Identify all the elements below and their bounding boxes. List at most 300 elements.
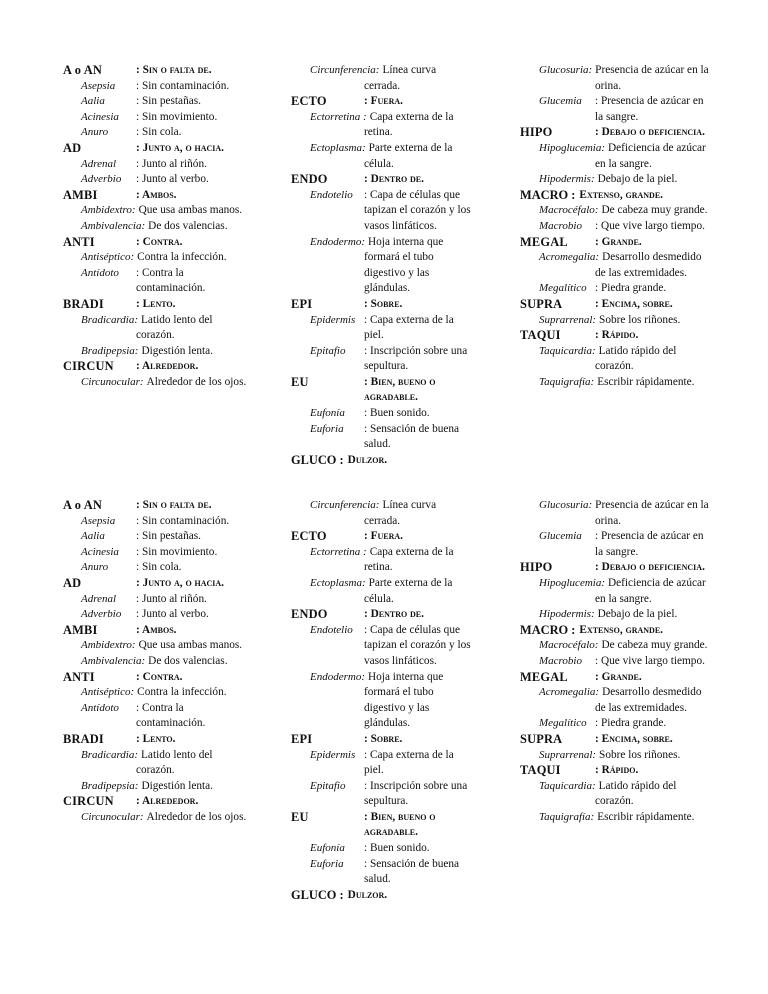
example-entry [291,422,471,453]
example-entry [520,638,710,654]
entry-definition: : Dentro de. [364,608,424,621]
entry-definition: : Lento. [136,297,176,310]
entry-definition: Latido rápido del corazón. [595,779,677,808]
example-entry [291,857,471,888]
example-entry [520,607,710,623]
entry-definition: : Encima, sobre. [595,297,673,310]
example-entry [291,344,471,375]
example-entry [520,748,710,764]
entry-term: Bradipepsia: [81,344,139,357]
entry-definition: : Sobre. [364,732,403,745]
root-entry [520,188,710,204]
example-entry [291,779,471,810]
glossary-column-2-copy [291,498,471,903]
entry-term: GLUCO : [291,452,344,467]
entry-definition: : Grande. [595,235,642,248]
entry-definition: : Piedra grande. [595,717,667,730]
entry-definition: : Presencia de azúcar en la sangre. [595,530,704,558]
entry-term: Epitafio [310,344,346,357]
example-entry [520,779,710,810]
entry-term: Adverbio [81,608,122,621]
entry-term: Ectorretina : [310,110,367,123]
entry-term: Ambidextro: [81,639,136,652]
example-entry [63,375,251,391]
entry-definition: : Capa de células que tapizan el corazón y los vasos linfáticos. [364,623,471,667]
entry-term: Hipoglucemia: [539,141,605,154]
entry-definition: : Sin cola. [136,126,182,139]
example-entry [63,685,251,701]
entry-definition: : Inscripción sobre una sepultura. [364,344,468,373]
example-entry [520,344,710,375]
entry-definition: : Junto a, o hacia. [136,141,224,154]
entry-definition: Escribir rápidamente. [597,375,695,388]
entry-definition: : Ambos. [136,188,177,201]
entry-term: Taquicardia: [539,779,596,792]
root-entry [520,297,710,313]
entry-term: MACRO : [520,622,576,637]
example-entry [520,529,710,560]
root-entry [291,375,471,406]
entry-definition: Que usa ambas manos. [138,204,243,217]
root-entry [291,172,471,188]
example-entry [291,235,471,297]
entry-term: Antídoto [81,266,119,279]
example-entry [63,219,251,235]
entry-term: Circunocular: [81,810,144,823]
entry-definition: : Capa externa de la piel. [364,313,454,342]
entry-term: Taquicardia: [539,344,596,357]
entry-term: Adrenal [81,592,117,605]
example-entry [63,514,251,530]
entry-definition: Latido rápido del corazón. [595,344,677,373]
entry-definition: : Contra. [136,670,183,683]
entry-definition: : Piedra grande. [595,282,667,295]
example-entry [63,344,251,360]
root-entry [63,670,251,686]
entry-term: SUPRA [520,731,563,746]
root-entry [520,125,710,141]
entry-term: Antiséptico: [81,686,135,699]
example-entry [63,250,251,266]
entry-term: BRADI [63,296,104,311]
entry-definition: Latido lento del corazón. [136,313,213,342]
entry-definition: : Sensación de buena salud. [364,857,460,886]
entry-definition: Presencia de azúcar en la orina. [595,64,709,92]
entry-term: Epidermis [310,313,356,326]
entry-term: Euforia [310,857,344,870]
entry-term: Endotelio [310,188,353,201]
entry-term: ECTO [291,94,327,109]
entry-term: AMBI [63,187,98,202]
entry-term: Ectoplasma: [310,141,366,154]
root-entry [63,235,251,251]
entry-definition: : Capa externa de la piel. [364,748,454,777]
entry-term: ENDO [291,607,328,622]
entry-term: Euforia [310,422,344,435]
entry-term: Suprarrenal: [539,748,597,761]
entry-definition: : Contra la contaminación. [136,701,206,730]
example-entry [63,654,251,670]
entry-definition: Alrededor de los ojos. [146,810,247,823]
example-entry [520,250,710,281]
entry-definition: Dulzor. [347,888,388,901]
entry-definition: : Sin o falta de. [136,64,212,76]
entry-term: Acinesia [81,545,119,558]
entry-term: Circunferencia: [310,64,380,76]
entry-term: Glucosuria: [539,499,593,511]
entry-term: Megalítico [539,282,587,295]
example-entry [520,313,710,329]
root-entry [63,188,251,204]
example-entry [291,841,471,857]
entry-term: Glucosuria: [539,64,593,76]
entry-definition: : Sin o falta de. [136,499,212,511]
example-entry [520,63,710,94]
root-entry [291,810,471,841]
example-entry [520,281,710,297]
example-entry [63,748,251,779]
entry-term: EU [291,809,309,824]
entry-definition: Deficiencia de azúcar en la sangre. [595,576,706,605]
root-entry [63,63,251,79]
entry-term: MACRO : [520,187,576,202]
entry-term: Epitafio [310,779,346,792]
entry-term: Eufonía [310,407,345,420]
entry-term: Epidermis [310,748,356,761]
example-entry [63,110,251,126]
entry-definition: : Contra. [136,235,183,248]
entry-definition: : Sin pestañas. [136,95,201,108]
entry-definition: Línea curva cerrada. [364,499,437,527]
root-entry [520,623,710,639]
entry-term: Asepsia [81,79,116,92]
entry-definition: Sobre los riñones. [599,313,681,326]
entry-term: Aalia [81,530,105,543]
root-entry [63,359,251,375]
entry-term: TAQUI [520,328,561,343]
entry-definition: : Encima, sobre. [595,732,673,745]
entry-term: Taquigrafía: [539,375,595,388]
entry-term: Macrobio [539,219,582,232]
entry-definition: : Alrededor. [136,360,199,373]
entry-term: ANTI [63,669,95,684]
root-entry [291,529,471,545]
example-entry [291,670,471,732]
entry-definition: Debajo de la piel. [597,173,678,186]
example-entry [520,498,710,529]
entry-term: Hipodermis: [539,608,595,621]
entry-term: Acromegalia: [539,686,600,699]
entry-term: Ambivalencia: [81,654,146,667]
example-entry [520,141,710,172]
entry-definition: Capa externa de la retina. [364,110,454,139]
entry-term: Circunocular: [81,375,144,388]
example-entry [291,188,471,235]
entry-definition: : Fuera. [364,530,403,543]
example-entry [63,266,251,297]
entry-term: EPI [291,731,313,746]
entry-term: A o AN [63,63,103,77]
example-entry [520,375,710,391]
root-entry [291,453,471,469]
entry-term: ANTI [63,234,95,249]
example-entry [291,623,471,670]
entry-definition: Hoja interna que formará el tubo digestivo y las glándulas. [364,670,444,730]
entry-definition: De cabeza muy grande. [601,204,708,217]
entry-definition: : Debajo o deficiencia. [595,561,705,574]
entry-term: Antídoto [81,701,119,714]
entry-term: Ambivalencia: [81,219,146,232]
entry-term: CIRCUN [63,359,114,374]
entry-definition: : Contra la contaminación. [136,266,206,295]
entry-definition: : Sin pestañas. [136,530,201,543]
example-entry [291,406,471,422]
example-entry [63,79,251,95]
entry-definition: : Bien, bueno o agradable. [364,810,436,839]
entry-term: BRADI [63,731,104,746]
example-entry [63,94,251,110]
entry-definition: Que usa ambas manos. [138,639,243,652]
entry-term: Anuro [81,561,109,574]
entry-definition: Capa externa de la retina. [364,545,454,574]
entry-term: Ambidextro: [81,204,136,217]
example-entry [520,685,710,716]
root-entry [291,297,471,313]
example-entry [291,748,471,779]
example-entry [291,110,471,141]
entry-term: Asepsia [81,514,116,527]
entry-definition: : Buen sonido. [364,407,430,420]
entry-term: Circunferencia: [310,499,380,511]
entry-definition: : Alrededor. [136,795,199,808]
entry-definition: : Rápido. [595,329,639,342]
example-entry [520,810,710,826]
entry-definition: : Bien, bueno o agradable. [364,375,436,404]
example-entry [63,607,251,623]
entry-definition: : Debajo o deficiencia. [595,126,705,139]
example-entry [63,529,251,545]
entry-term: MEGAL [520,669,568,684]
entry-definition: Hoja interna que formará el tubo digestivo y las glándulas. [364,235,444,295]
entry-term: Macrobio [539,654,582,667]
example-entry [63,638,251,654]
example-entry [520,576,710,607]
entry-term: Taquigrafía: [539,810,595,823]
entry-definition: : Presencia de azúcar en la sangre. [595,95,704,123]
root-entry [63,623,251,639]
entry-definition: : Buen sonido. [364,842,430,855]
root-entry [63,794,251,810]
example-entry [520,219,710,235]
example-entry [63,779,251,795]
entry-definition: De dos valencias. [148,654,228,667]
entry-definition: Digestión lenta. [141,779,213,792]
entry-definition: Extenso, grande. [579,623,663,636]
entry-definition: Deficiencia de azúcar en la sangre. [595,141,706,170]
entry-term: ECTO [291,529,327,544]
entry-term: HIPO [520,125,553,140]
entry-definition: : Junto al riñón. [136,157,207,170]
example-entry [520,654,710,670]
entry-definition: Presencia de azúcar en la orina. [595,499,709,527]
entry-term: Adverbio [81,173,122,186]
example-entry [63,157,251,173]
glossary-column-1-copy [63,498,251,825]
root-entry [291,607,471,623]
glossary-column-3-copy [520,498,710,825]
example-entry [63,125,251,141]
entry-term: Acromegalia: [539,251,600,264]
entry-term: A o AN [63,498,103,512]
root-entry [520,560,710,576]
entry-definition: : Inscripción sobre una sepultura. [364,779,468,808]
entry-definition: Desarrollo desmedido de las extremidades. [595,686,702,714]
entry-definition: : Capa de células que tapizan el corazón y los vasos linfáticos. [364,188,471,232]
glossary-column-1 [63,63,251,390]
entry-term: SUPRA [520,296,563,311]
root-entry [63,498,251,514]
root-entry [63,141,251,157]
example-entry [63,172,251,188]
entry-definition: Parte externa de la célula. [364,141,453,170]
entry-definition: Contra la infección. [137,251,227,264]
entry-definition: Alrededor de los ojos. [146,375,247,388]
entry-definition: : Grande. [595,670,642,683]
root-entry [291,732,471,748]
entry-definition: Parte externa de la célula. [364,576,453,605]
root-entry [63,732,251,748]
example-entry [520,172,710,188]
entry-term: Glucemia [539,95,582,108]
entry-term: Bradicardia: [81,313,139,326]
example-entry [63,545,251,561]
example-entry [291,498,471,529]
entry-definition: Contra la infección. [137,686,227,699]
entry-term: Hipoglucemia: [539,576,605,589]
entry-definition: Dulzor. [347,453,388,466]
example-entry [520,716,710,732]
entry-term: Macrocéfalo: [539,204,599,217]
entry-term: Bradipepsia: [81,779,139,792]
example-entry [291,141,471,172]
root-entry [520,763,710,779]
entry-term: Macrocéfalo: [539,639,599,652]
example-entry [520,203,710,219]
entry-definition: De cabeza muy grande. [601,639,708,652]
entry-definition: : Sensación de buena salud. [364,422,460,451]
entry-term: Endotelio [310,623,353,636]
entry-definition: Digestión lenta. [141,344,213,357]
glossary-column-3 [520,63,710,390]
root-entry [63,576,251,592]
example-entry [63,810,251,826]
example-entry [63,203,251,219]
example-entry [63,701,251,732]
entry-term: HIPO [520,560,553,575]
entry-definition: : Fuera. [364,95,403,108]
entry-definition: : Lento. [136,732,176,745]
entry-definition: : Junto al verbo. [136,608,209,621]
entry-definition: : Rápido. [595,764,639,777]
entry-term: Acinesia [81,110,119,123]
entry-term: EU [291,374,309,389]
entry-term: Antiséptico: [81,251,135,264]
entry-term: AMBI [63,622,98,637]
entry-term: Endodermo: [310,670,365,683]
entry-definition: Sobre los riñones. [599,748,681,761]
entry-term: Aalia [81,95,105,108]
entry-term: Ectoplasma: [310,576,366,589]
entry-term: GLUCO : [291,887,344,902]
entry-term: TAQUI [520,763,561,778]
example-entry [291,576,471,607]
entry-definition: : Sin movimiento. [136,110,218,123]
entry-term: Hipodermis: [539,173,595,186]
root-entry [520,235,710,251]
root-entry [520,328,710,344]
entry-term: CIRCUN [63,794,114,809]
entry-term: Anuro [81,126,109,139]
entry-term: ENDO [291,172,328,187]
entry-term: Endodermo: [310,235,365,248]
entry-term: MEGAL [520,234,568,249]
entry-term: Eufonía [310,842,345,855]
entry-term: EPI [291,296,313,311]
entry-definition: Línea curva cerrada. [364,64,437,92]
example-entry [291,545,471,576]
entry-definition: : Que vive largo tiempo. [595,654,705,667]
entry-term: Megalítico [539,717,587,730]
example-entry [520,94,710,125]
entry-term: Suprarrenal: [539,313,597,326]
entry-definition: : Sin cola. [136,561,182,574]
glossary-column-2 [291,63,471,468]
entry-definition: : Junto al verbo. [136,173,209,186]
example-entry [63,313,251,344]
entry-definition: : Sobre. [364,297,403,310]
entry-definition: Desarrollo desmedido de las extremidades. [595,251,702,279]
root-entry [520,670,710,686]
entry-definition: Escribir rápidamente. [597,810,695,823]
example-entry [291,313,471,344]
root-entry [63,297,251,313]
root-entry [291,94,471,110]
entry-term: AD [63,140,82,155]
entry-definition: : Sin movimiento. [136,545,218,558]
example-entry [291,63,471,94]
entry-definition: : Dentro de. [364,173,424,186]
entry-definition: : Junto al riñón. [136,592,207,605]
entry-term: Bradicardia: [81,748,139,761]
entry-definition: Extenso, grande. [579,188,663,201]
entry-term: AD [63,575,82,590]
entry-definition: De dos valencias. [148,219,228,232]
entry-term: Ectorretina : [310,545,367,558]
entry-definition: Debajo de la piel. [597,608,678,621]
entry-definition: : Junto a, o hacia. [136,576,224,589]
entry-term: Glucemia [539,530,582,543]
entry-definition: : Sin contaminación. [136,514,230,527]
root-entry [520,732,710,748]
entry-definition: : Ambos. [136,623,177,636]
entry-term: Adrenal [81,157,117,170]
example-entry [63,592,251,608]
entry-definition: : Que vive largo tiempo. [595,219,705,232]
entry-definition: Latido lento del corazón. [136,748,213,777]
entry-definition: : Sin contaminación. [136,79,230,92]
example-entry [63,560,251,576]
root-entry [291,888,471,904]
